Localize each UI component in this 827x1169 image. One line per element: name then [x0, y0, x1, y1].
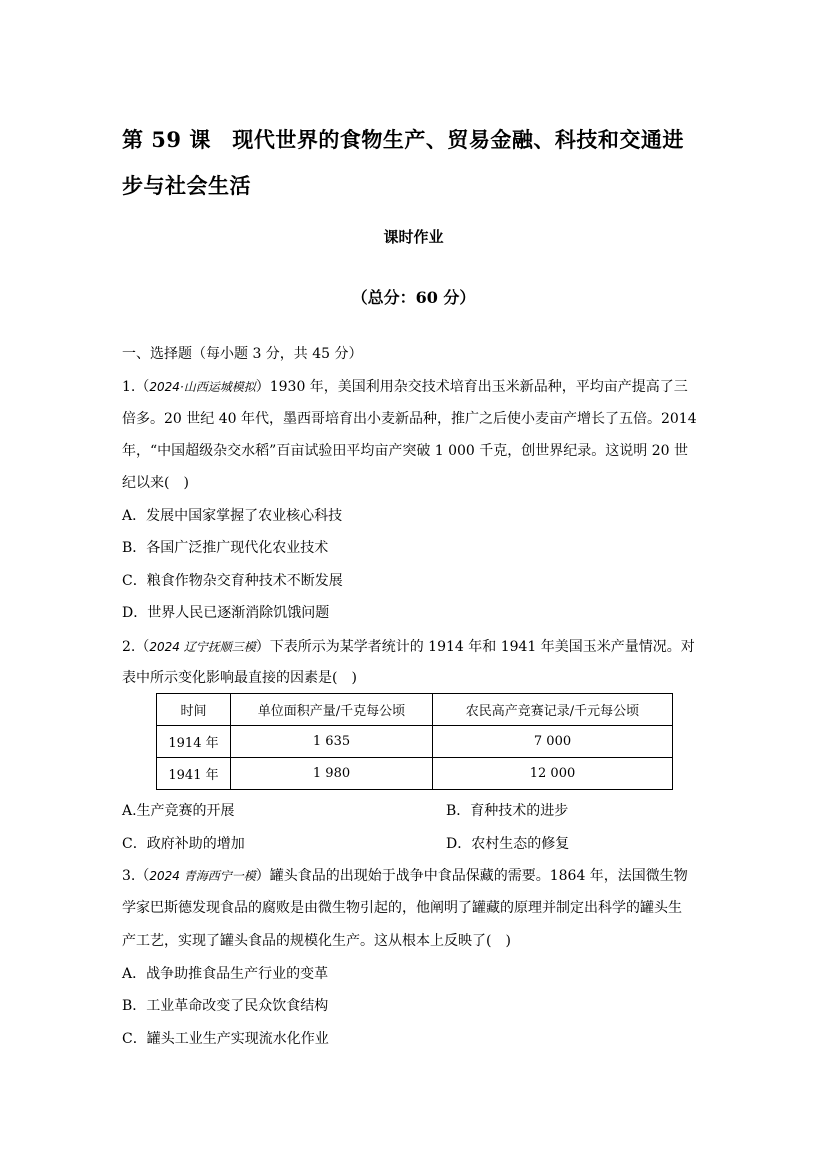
page-title-line2: 步与社会生活	[122, 173, 251, 198]
table-header: 农民高产竞赛记录/千元每公顷	[433, 694, 673, 726]
q2-stem: ）下表所示为某学者统计的 1914 年和 1941 年美国玉米产量情况。对	[255, 639, 695, 655]
table-header-row	[157, 694, 673, 726]
q1-stem: ）1930 年，美国利用杂交技术培育出玉米新品种，平均亩产提高了三	[255, 379, 688, 395]
q1-line3: 年，“中国超级杂交水稻”百亩试验田平均亩产突破 1 000 千克，创世界纪录。这说明 20 世	[122, 443, 689, 459]
table-cell: 1914 年	[157, 726, 231, 758]
q2-number: 2.（	[122, 639, 150, 655]
table-row	[157, 726, 673, 758]
q3-stem: ）罐头食品的出现始于战争中食品保藏的需要。1864 年，法国微生物	[255, 868, 688, 884]
page-title-line1: 第 59 课 现代世界的食物生产、贸易金融、科技和交通进	[122, 127, 684, 152]
q2-line1	[122, 636, 695, 656]
table-cell: 1 980	[231, 758, 433, 790]
q1-option-b: B．各国广泛推广现代化农业技术	[122, 540, 329, 556]
q1-option-a: A．发展中国家掌握了农业核心科技	[122, 508, 343, 524]
table-header: 时间	[157, 694, 231, 726]
q2-option-a: A.生产竞赛的开展	[122, 803, 235, 819]
q3-source: 2024 青海西宁一模	[149, 869, 256, 883]
q2-source: 2024 辽宁抚顺三模	[149, 640, 256, 654]
table-cell: 1941 年	[157, 758, 231, 790]
section-heading: 一、选择题（每小题 3 分，共 45 分）	[122, 346, 363, 362]
table-cell: 1 635	[231, 726, 433, 758]
q2-option-c: C．政府补助的增加	[122, 836, 245, 852]
q1-line1	[122, 376, 688, 396]
table-cell: 7 000	[433, 726, 673, 758]
q3-option-c: C．罐头工业生产实现流水化作业	[122, 1031, 329, 1047]
q1-source: 2024·山西运城模拟	[149, 380, 256, 394]
subtitle: 课时作业	[383, 228, 444, 246]
q3-option-b: B．工业革命改变了民众饮食结构	[122, 998, 329, 1014]
total-score: （总分：60 分）	[351, 288, 476, 307]
q1-option-c: C．粮食作物杂交育种技术不断发展	[122, 573, 343, 589]
q3-option-a: A．战争助推食品生产行业的变革	[122, 966, 329, 982]
q1-line4: 纪以来( )	[122, 475, 189, 491]
q2-line2: 表中所示变化影响最直接的因素是( )	[122, 670, 357, 686]
q3-number: 3.（	[122, 868, 150, 884]
q1-option-d: D．世界人民已逐渐消除饥饿问题	[122, 605, 330, 621]
q3-line2: 学家巴斯德发现食品的腐败是由微生物引起的，他阐明了罐藏的原理并制定出科学的罐头生	[122, 900, 682, 916]
corn-yield-table	[156, 693, 673, 790]
table-cell: 12 000	[433, 758, 673, 790]
q1-line2: 倍多。20 世纪 40 年代，墨西哥培育出小麦新品种，推广之后使小麦亩产增长了五倍。2014	[122, 411, 697, 427]
q2-option-b: B．育种技术的进步	[446, 803, 569, 819]
q1-number: 1.（	[122, 379, 150, 395]
table-header: 单位面积产量/千克每公顷	[231, 694, 433, 726]
table-row	[157, 758, 673, 790]
q2-option-d: D．农村生态的修复	[446, 836, 570, 852]
q3-line1	[122, 865, 688, 885]
q3-line3: 产工艺，实现了罐头食品的规模化生产。这从根本上反映了( )	[122, 933, 511, 949]
